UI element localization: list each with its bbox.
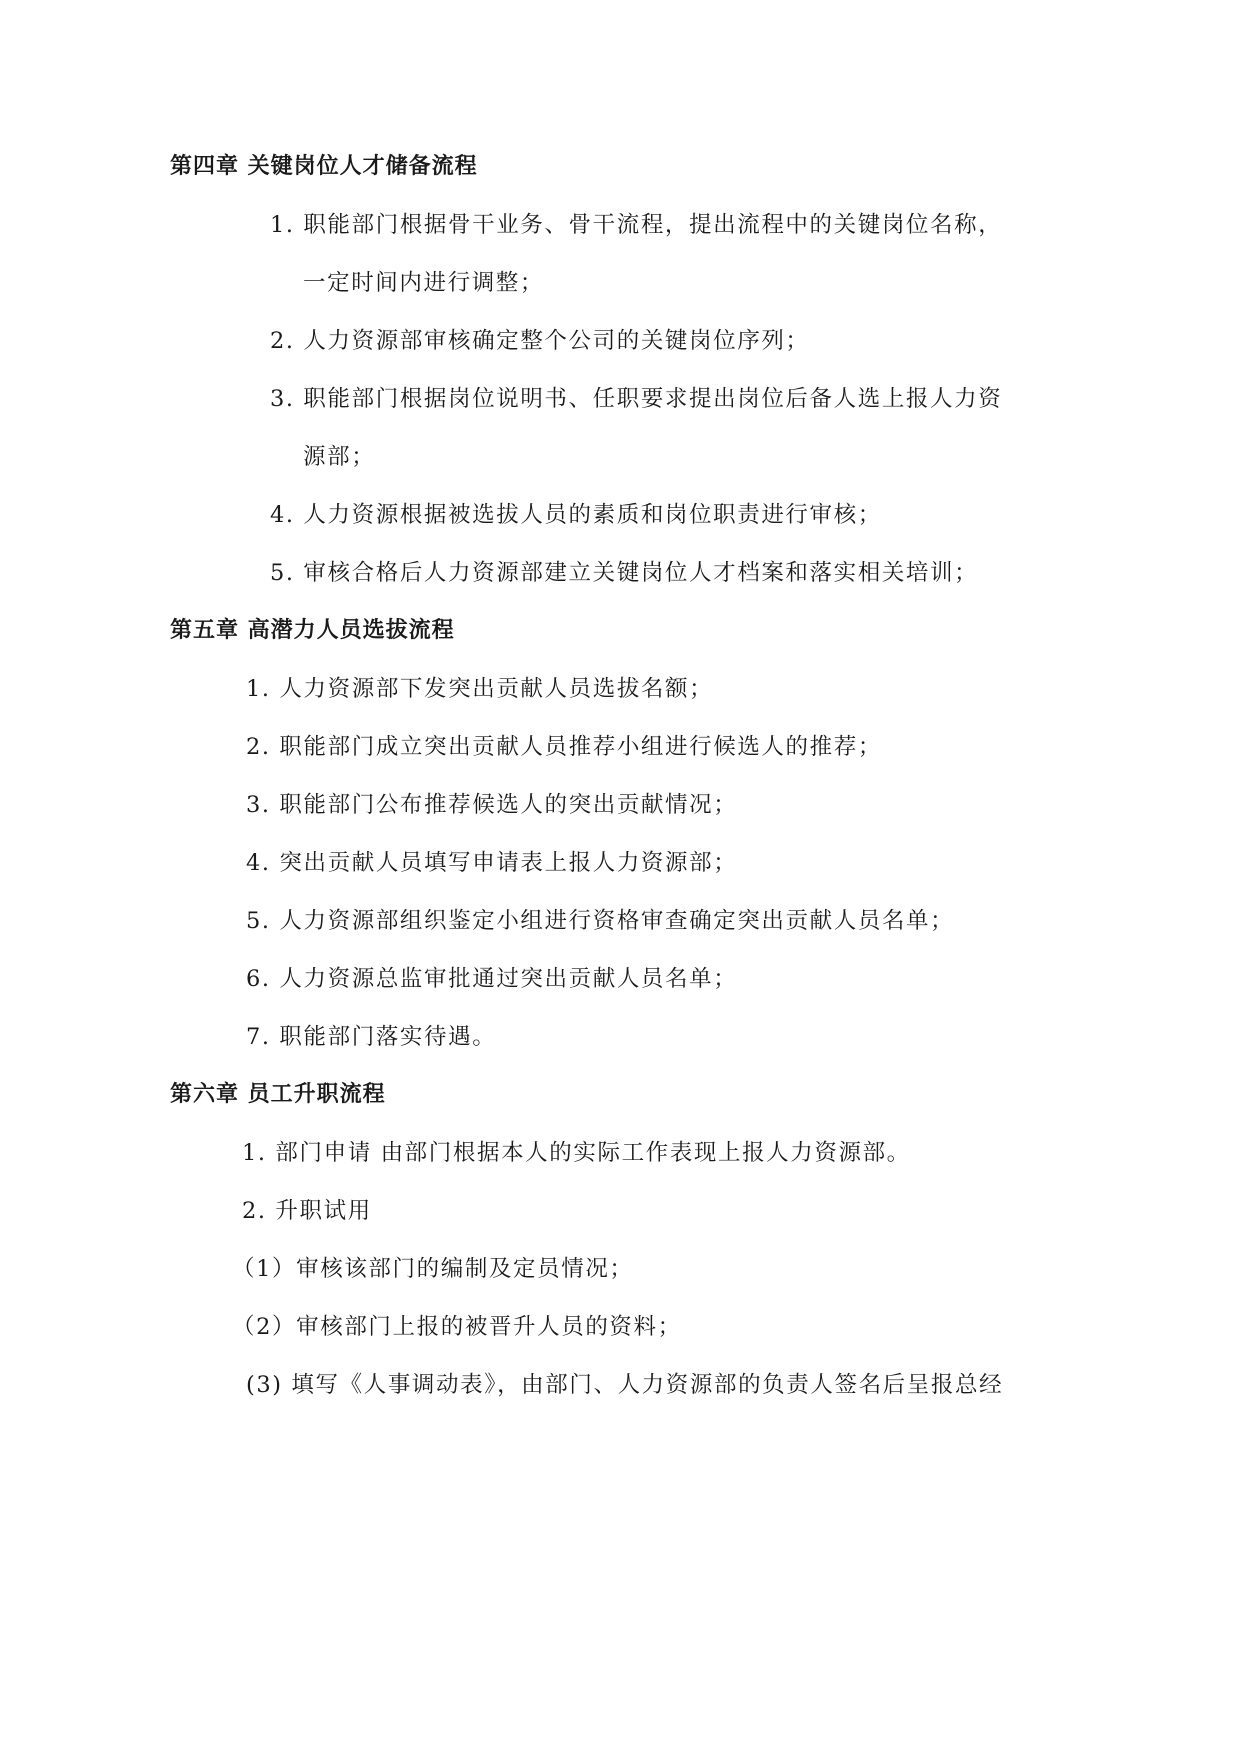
chapter-4-item-2: 2. 人力资源部审核确定整个公司的关键岗位序列； [270,328,810,354]
chapter-5-item-4: 4. 突出贡献人员填写申请表上报人力资源部； [246,850,738,876]
chapter-6-sub-item-2: （2）审核部门上报的被晋升人员的资料； [232,1314,682,1340]
chapter-6-item-1: 1. 部门申请 由部门根据本人的实际工作表现上报人力资源部。 [242,1140,911,1166]
chapter-5-item-1: 1. 人力资源部下发突出贡献人员选拔名额； [246,676,714,702]
chapter-4-heading: 第四章 关键岗位人才储备流程 [170,154,478,179]
chapter-4-item-3-line-1: 3. 职能部门根据岗位说明书、任职要求提出岗位后备人选上报人力资 [270,386,1003,412]
chapter-6-heading: 第六章 员工升职流程 [170,1082,386,1107]
chapter-4-item-5: 5. 审核合格后人力资源部建立关键岗位人才档案和落实相关培训； [270,560,979,586]
chapter-4-item-1-line-1: 1. 职能部门根据骨干业务、骨干流程，提出流程中的关键岗位名称， [270,212,1003,238]
chapter-5-item-5: 5. 人力资源部组织鉴定小组进行资格审查确定突出贡献人员名单； [246,908,955,934]
chapter-6-sub-item-1: （1）审核该部门的编制及定员情况； [232,1256,634,1282]
chapter-5-item-6: 6. 人力资源总监审批通过突出贡献人员名单； [246,966,738,992]
chapter-6-sub-item-3: (3) 填写《人事调动表》，由部门、人力资源部的负责人签名后呈报总经 [246,1372,1004,1398]
chapter-5-heading: 第五章 高潜力人员选拔流程 [170,618,455,643]
chapter-5-item-3: 3. 职能部门公布推荐候选人的突出贡献情况； [246,792,738,818]
chapter-4-item-3-line-2: 源部； [303,444,376,470]
chapter-6-item-2: 2. 升职试用 [242,1198,372,1224]
chapter-5-item-2: 2. 职能部门成立突出贡献人员推荐小组进行候选人的推荐； [246,734,882,760]
chapter-4-item-1-line-2: 一定时间内进行调整； [303,270,545,296]
chapter-5-item-7: 7. 职能部门落实待遇。 [246,1024,497,1050]
chapter-4-item-4: 4. 人力资源根据被选拔人员的素质和岗位职责进行审核； [270,502,882,528]
